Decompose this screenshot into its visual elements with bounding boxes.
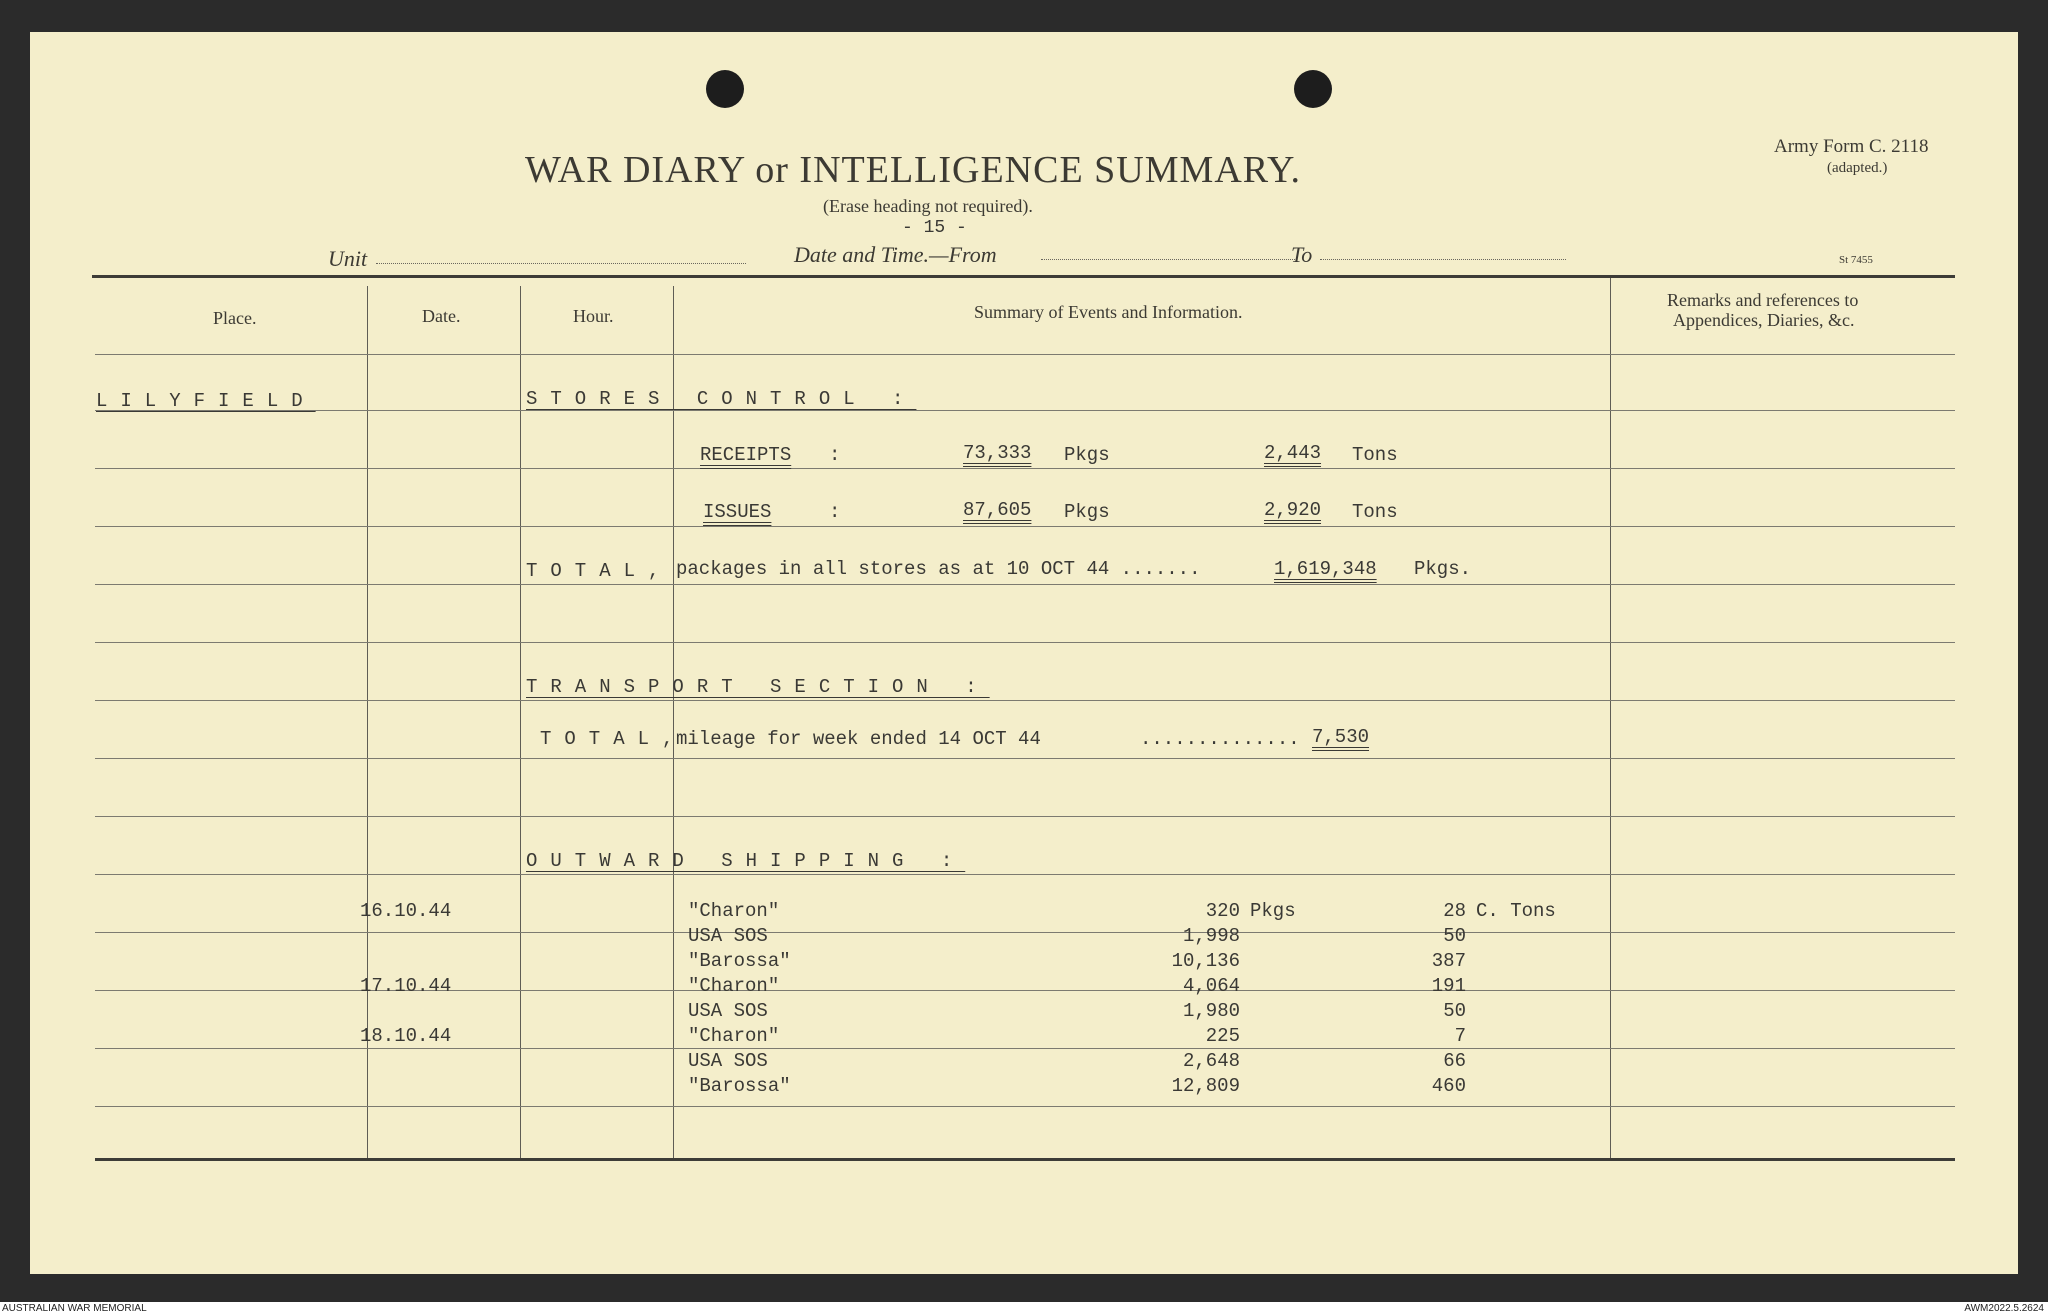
ruled-line: [95, 1048, 1955, 1049]
ruled-line: [95, 1106, 1955, 1107]
issues-colon: :: [829, 501, 841, 523]
to-label: To: [1291, 242, 1313, 267]
date-time-label: Date and Time.—From: [794, 242, 997, 267]
column-divider-date-hour: [520, 286, 521, 1158]
ruled-line: [95, 932, 1955, 933]
shipping-pkgs: 225: [1205, 1025, 1240, 1047]
punch-hole-left: [706, 70, 744, 108]
page-number: - 15 -: [902, 218, 967, 238]
date-from-field: [1041, 259, 1297, 260]
column-header-place: Place.: [213, 308, 257, 328]
shipping-tons: 387: [1431, 950, 1466, 972]
shipping-tons-unit: C. Tons: [1476, 900, 1556, 922]
shipping-vessel: "Charon": [688, 1025, 780, 1047]
receipts-label: RECEIPTS: [700, 444, 792, 466]
shipping-vessel: USA SOS: [688, 1050, 768, 1072]
unit-label: Unit: [328, 246, 368, 271]
column-header-date: Date.: [422, 306, 461, 326]
shipping-tons: 50: [1443, 1000, 1466, 1022]
table-top-border: [92, 275, 1955, 278]
adapted-label: (adapted.): [1827, 160, 1888, 176]
column-header-remarks-line1: Remarks and references to: [1667, 290, 1859, 310]
ruled-line: [95, 874, 1955, 875]
ruled-line: [95, 526, 1955, 527]
mileage-label: TOTAL,: [540, 728, 687, 750]
column-header-remarks-line2: Appendices, Diaries, &c.: [1673, 310, 1855, 330]
shipping-pkgs: 10,136: [1171, 950, 1240, 972]
total-packages-unit: Pkgs.: [1414, 558, 1472, 580]
shipping-pkgs: 1,998: [1182, 925, 1240, 947]
shipping-tons: 28: [1443, 900, 1466, 922]
form-title: WAR DIARY or INTELLIGENCE SUMMARY.: [525, 149, 1302, 191]
shipping-vessel: "Barossa": [688, 1075, 791, 1097]
shipping-pkgs: 12,809: [1171, 1075, 1240, 1097]
shipping-pkgs-unit: Pkgs: [1250, 900, 1296, 922]
shipping-tons: 191: [1431, 975, 1466, 997]
total-packages-label: TOTAL,: [526, 560, 673, 582]
ruled-line: [95, 468, 1955, 469]
receipts-tons-unit: Tons: [1352, 444, 1398, 466]
shipping-date: 16.10.44: [360, 900, 452, 922]
column-divider-hour-summary: [673, 286, 674, 1158]
receipts-pkgs: 73,333: [963, 442, 1032, 464]
shipping-vessel: USA SOS: [688, 925, 768, 947]
shipping-vessel: "Charon": [688, 900, 780, 922]
form-subtitle: (Erase heading not required).: [823, 196, 1033, 216]
receipts-pkgs-unit: Pkgs: [1064, 444, 1110, 466]
mileage-text: mileage for week ended 14 OCT 44: [676, 728, 1041, 750]
mileage-dots: ..............: [1140, 728, 1300, 750]
shipping-pkgs: 4,064: [1182, 975, 1240, 997]
issues-pkgs-unit: Pkgs: [1064, 501, 1110, 523]
stock-number: St 7455: [1839, 254, 1873, 266]
shipping-pkgs: 320: [1205, 900, 1240, 922]
footer-left-credit: AUSTRALIAN WAR MEMORIAL: [2, 1303, 147, 1314]
issues-tons-unit: Tons: [1352, 501, 1398, 523]
shipping-date: 17.10.44: [360, 975, 452, 997]
issues-tons: 2,920: [1264, 499, 1322, 521]
stores-control-heading: STORES CONTROL :: [526, 388, 917, 410]
table-bottom-border: [95, 1158, 1955, 1161]
shipping-vessel: "Barossa": [688, 950, 791, 972]
shipping-vessel: USA SOS: [688, 1000, 768, 1022]
ruled-line: [95, 816, 1955, 817]
ruled-line: [95, 642, 1955, 643]
shipping-date: 18.10.44: [360, 1025, 452, 1047]
outward-shipping-heading: OUTWARD SHIPPING :: [526, 850, 966, 872]
transport-section-heading: TRANSPORT SECTION :: [526, 676, 990, 698]
shipping-pkgs: 1,980: [1182, 1000, 1240, 1022]
shipping-pkgs: 2,648: [1182, 1050, 1240, 1072]
shipping-vessel: "Charon": [688, 975, 780, 997]
ruled-line: [95, 584, 1955, 585]
date-to-field: [1320, 259, 1566, 260]
shipping-tons: 50: [1443, 925, 1466, 947]
army-form-number: Army Form C. 2118: [1774, 136, 1929, 157]
archive-footer: [0, 1302, 2048, 1316]
war-diary-page: [30, 32, 2018, 1274]
total-packages-value: 1,619,348: [1274, 558, 1377, 580]
column-header-hour: Hour.: [573, 306, 614, 326]
shipping-tons: 460: [1431, 1075, 1466, 1097]
issues-label: ISSUES: [703, 501, 772, 523]
receipts-tons: 2,443: [1264, 442, 1322, 464]
issues-pkgs: 87,605: [963, 499, 1032, 521]
total-packages-text: packages in all stores as at 10 OCT 44 .......: [676, 558, 1201, 580]
receipts-colon: :: [829, 444, 841, 466]
shipping-tons: 7: [1454, 1025, 1466, 1047]
footer-right-id: AWM2022.5.2624: [1964, 1303, 2044, 1314]
place-lilyfield: LILYFIELD: [96, 390, 316, 412]
unit-field: [376, 263, 746, 264]
ruled-line: [95, 354, 1955, 355]
punch-hole-right: [1294, 70, 1332, 108]
ruled-line: [95, 410, 1955, 411]
shipping-tons: 66: [1443, 1050, 1466, 1072]
ruled-line: [95, 700, 1955, 701]
mileage-value: 7,530: [1312, 726, 1370, 748]
ruled-line: [95, 758, 1955, 759]
column-header-summary: Summary of Events and Information.: [974, 302, 1243, 322]
